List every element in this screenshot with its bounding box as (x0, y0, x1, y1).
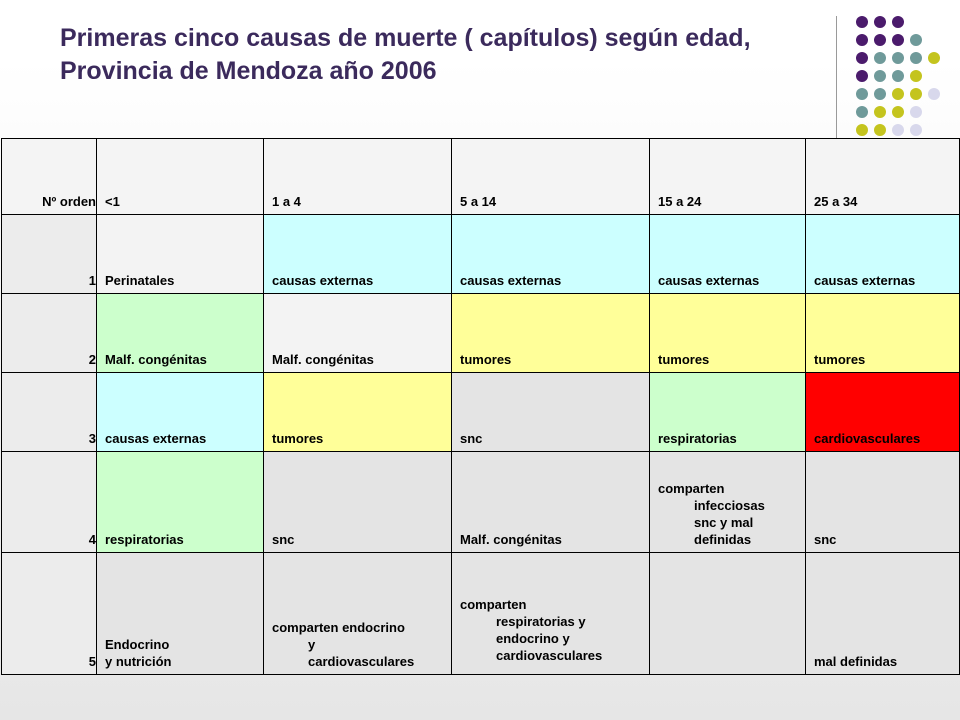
dot (856, 52, 868, 64)
dot (874, 52, 886, 64)
dot (910, 34, 922, 46)
table-cell: snc (806, 452, 960, 553)
cell-line: cardiovasculares (308, 654, 415, 669)
table-cell: cardiovasculares (806, 373, 960, 452)
cell-line: cardiovasculares (496, 648, 603, 663)
table-cell: causas externas (452, 215, 650, 294)
table-cell: tumores (650, 294, 806, 373)
dot (910, 88, 922, 100)
header-1-4: 1 a 4 (264, 139, 452, 215)
dot (856, 88, 868, 100)
dot (856, 124, 868, 136)
cell-line: respiratorias y (496, 614, 586, 629)
causes-table (1, 138, 960, 675)
dot (874, 70, 886, 82)
dot (892, 88, 904, 100)
table-cell: mal definidas (806, 553, 960, 675)
table-row (2, 373, 960, 452)
row-orden: 2 (2, 294, 97, 373)
dot (928, 88, 940, 100)
dot (856, 106, 868, 118)
dot (874, 106, 886, 118)
table-row (2, 215, 960, 294)
dot (856, 16, 868, 28)
dot (928, 52, 940, 64)
table-header-row (2, 139, 960, 215)
table-cell: causas externas (264, 215, 452, 294)
row-orden: 3 (2, 373, 97, 452)
table-cell (650, 452, 806, 553)
table-cell: respiratorias (650, 373, 806, 452)
table-cell: Malf. congénitas (452, 452, 650, 553)
slide-title: Primeras cinco causas de muerte ( capítulos) según edad, Provincia de Mendoza año 2006 (60, 24, 751, 85)
header-5-14: 5 a 14 (452, 139, 650, 215)
dot (892, 52, 904, 64)
table-cell: tumores (264, 373, 452, 452)
cell-line: endocrino y (496, 631, 570, 646)
cell-line: y nutrición (105, 654, 172, 669)
table-cell: tumores (452, 294, 650, 373)
dot (874, 16, 886, 28)
dot (856, 70, 868, 82)
table-cell: causas externas (806, 215, 960, 294)
cell-line: comparten (460, 597, 527, 612)
dot (910, 106, 922, 118)
row-orden: 1 (2, 215, 97, 294)
cell-line: Endocrino (105, 637, 170, 652)
table-cell: causas externas (97, 373, 264, 452)
dot (874, 88, 886, 100)
table-cell: respiratorias (97, 452, 264, 553)
dot (892, 70, 904, 82)
table-cell (264, 553, 452, 675)
header-orden: Nº orden (2, 139, 97, 215)
header-15-24: 15 a 24 (650, 139, 806, 215)
dot (910, 124, 922, 136)
header-lt1: <1 (97, 139, 264, 215)
table-cell: tumores (806, 294, 960, 373)
dot (892, 16, 904, 28)
table-cell (97, 553, 264, 675)
table-cell: Malf. congénitas (97, 294, 264, 373)
dot (874, 34, 886, 46)
table-cell: Perinatales (97, 215, 264, 294)
dot (910, 52, 922, 64)
dot (874, 124, 886, 136)
dot (892, 106, 904, 118)
table-cell (650, 553, 806, 675)
cell-line: snc y mal (694, 515, 754, 530)
header-25-34: 25 a 34 (806, 139, 960, 215)
dot (892, 124, 904, 136)
table-row (2, 294, 960, 373)
cell-line: y (308, 637, 316, 652)
cell-line: definidas (694, 532, 752, 547)
cell-line: comparten endocrino (272, 620, 405, 635)
dot (910, 70, 922, 82)
table-cell: snc (264, 452, 452, 553)
table-row (2, 452, 960, 553)
table-cell (452, 553, 650, 675)
dot (856, 34, 868, 46)
table-row (2, 553, 960, 675)
row-orden: 5 (2, 553, 97, 675)
table-cell: snc (452, 373, 650, 452)
dot (892, 34, 904, 46)
cell-line: infecciosas (694, 498, 765, 513)
cell-line: comparten (658, 481, 725, 496)
row-orden: 4 (2, 452, 97, 553)
table-cell: Malf. congénitas (264, 294, 452, 373)
table-cell: causas externas (650, 215, 806, 294)
